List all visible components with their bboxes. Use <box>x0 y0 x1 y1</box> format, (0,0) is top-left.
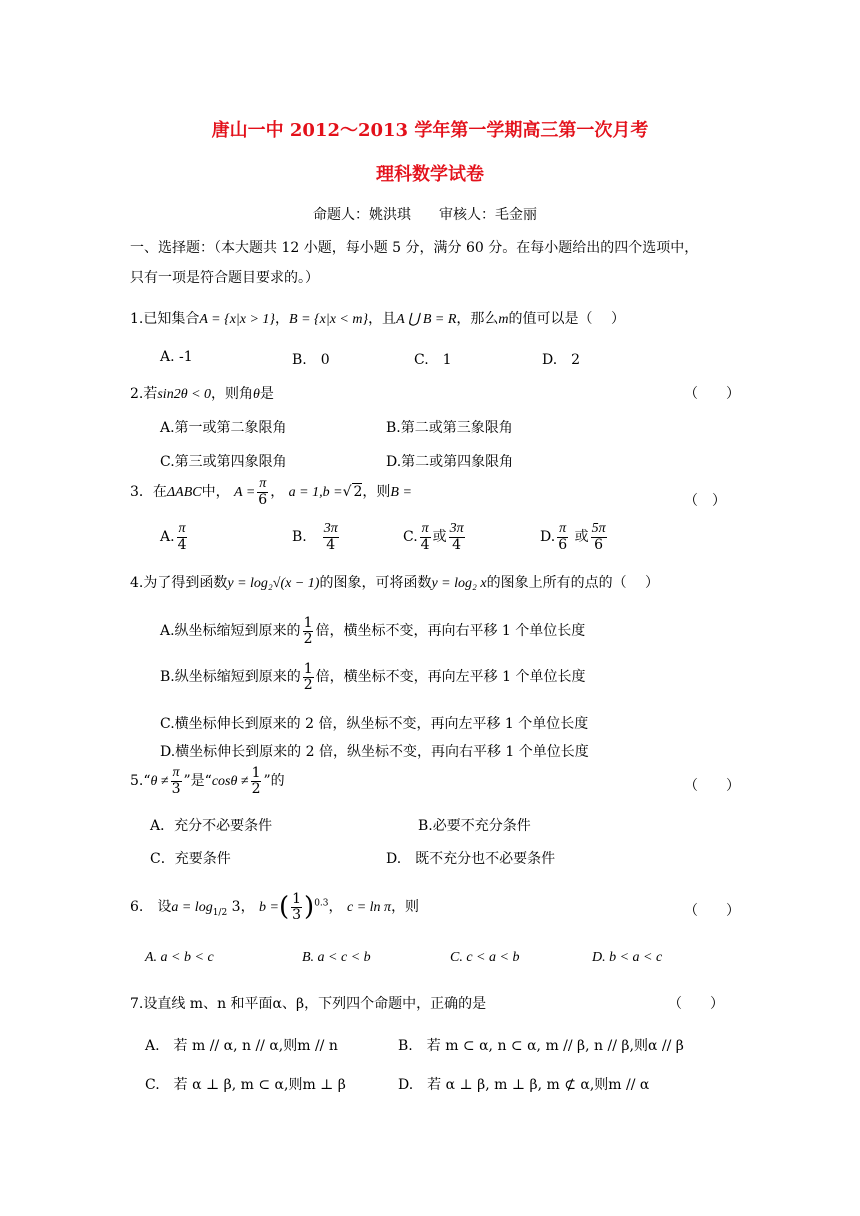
section-intro-line1: 一、选择题：（本大题共 12 小题，每小题 5 分，满分 60 分。在每小题给出的四个选项中， <box>130 240 699 256</box>
question-2-stem <box>130 383 274 403</box>
q4-opt-b-num: 1 <box>303 661 313 677</box>
section-intro-line2: 只有一项是符合题目要求的。） <box>130 270 319 286</box>
q3-opt-a-label: A. <box>160 529 175 546</box>
q3-opt-c-num1: π <box>421 521 429 536</box>
q3-opt-c-den2: 4 <box>452 536 462 553</box>
q6-text-a: 6. 设 <box>130 899 172 916</box>
q4-text-a: 4.为了得到函数 <box>130 575 228 591</box>
q3-opt-c-or: 或 <box>432 529 447 546</box>
q3-option-d <box>540 522 609 552</box>
q5-three: 3 <box>171 780 181 797</box>
q2-text-a: 2.若 <box>130 386 158 402</box>
q6-option-a: A. a < b < c <box>145 950 214 965</box>
q7-option-b: B. 若 m ⊂ α, n ⊂ α, m // β, n // β,则α // β <box>398 1038 684 1054</box>
q6-a-def: a = log <box>171 900 213 916</box>
q3-values: a = 1,b = <box>288 485 343 501</box>
q7-option-a: A. 若 m // α, n // α,则m // n <box>145 1038 338 1054</box>
q5-option-d: D. 既不充分也不必要条件 <box>386 851 556 867</box>
q3-opt-d-label: D. <box>540 529 556 546</box>
q4-text-c: 的图象上所有的点的（ ） <box>486 575 660 591</box>
question-4-stem <box>130 572 659 592</box>
q3-opt-b-num: 3π <box>323 521 338 536</box>
q3-option-b <box>292 522 341 552</box>
q4-opt-b-text-b: 倍，横坐标不变，再向左平移 1 个单位长度 <box>315 669 586 686</box>
q6-option-b: B. a < c < b <box>302 950 371 965</box>
q1-option-d: D. 2 <box>542 352 581 368</box>
q1-var-m: m <box>498 312 509 327</box>
authors-line: 命题人：姚洪琪 审核人：毛金丽 <box>313 207 537 223</box>
q1-set-b: B = {x|x < m} <box>289 312 369 327</box>
q1-option-b: B. 0 <box>292 352 330 368</box>
q3-opt-a-num: π <box>178 521 186 536</box>
q5-option-b: B.必要不充分条件 <box>418 818 531 834</box>
q1-option-a: A. -1 <box>160 349 193 365</box>
q5-text-b: ”是“ <box>183 773 212 790</box>
q3-sqrt2: 2 <box>353 484 363 501</box>
q3-opt-b-label: B. <box>292 529 307 546</box>
q4-option-a <box>160 616 585 646</box>
q1-text-d: ，那么 <box>456 311 499 327</box>
q6-c-def: c = ln π <box>346 900 392 916</box>
q3-pi: π <box>259 476 267 491</box>
q6-a-base: 1/2 <box>212 907 228 918</box>
q5-answer-paren: （ ） <box>684 778 740 794</box>
q4-text-b: 的图象，可将函数 <box>319 575 432 591</box>
exam-subtitle: 理科数学试卷 <box>376 164 484 185</box>
q2-text-c: 是 <box>259 386 274 402</box>
question-1-stem <box>130 308 625 328</box>
q3-text-a: 3．在 <box>130 484 167 501</box>
q3-opt-a-den: 4 <box>177 536 187 553</box>
q3-a-eq: A = <box>234 485 256 501</box>
q5-option-a: A．充分不必要条件 <box>150 818 273 834</box>
q3-six: 6 <box>258 491 268 508</box>
q3-opt-d-den2: 6 <box>594 536 604 553</box>
q2-var: θ <box>253 387 260 402</box>
q5-option-c: C．充要条件 <box>150 851 231 867</box>
q6-answer-paren: （ ） <box>684 903 740 919</box>
q1-text-c: ，且 <box>368 311 397 327</box>
q3-opt-d-num1: π <box>559 521 567 536</box>
q5-text-c: ”的 <box>263 773 285 790</box>
q1-union: A ⋃ B = R <box>396 312 457 327</box>
q4-opt-b-text-a: B.纵坐标缩短到原来的 <box>160 669 301 686</box>
q6-b-def: b = <box>259 900 279 916</box>
q4-option-c: C.横坐标伸长到原来的 2 倍，纵坐标不变，再向左平移 1 个单位长度 <box>160 716 589 732</box>
q6-option-c: C. c < a < b <box>450 950 520 965</box>
question-5-stem <box>130 766 285 796</box>
q3-answer-paren: （ ） <box>684 493 726 509</box>
q3-opt-d-num2: 5π <box>591 521 606 536</box>
q5-one: 1 <box>251 765 261 781</box>
q6-b-exp: 0.3 <box>314 898 329 909</box>
q5-two: 2 <box>251 780 261 797</box>
q1-text-e: 的值可以是（ ） <box>508 311 625 327</box>
q3-opt-c-den1: 4 <box>420 536 430 553</box>
q2-answer-paren: （ ） <box>684 386 740 402</box>
q5-theta-ne: θ ≠ <box>150 774 169 790</box>
q3-text-b: 中， <box>201 484 230 501</box>
q1-set-a: A = {x|x > 1} <box>199 312 276 327</box>
q5-text-a: 5.“ <box>130 773 151 790</box>
q1-text-b: ， <box>275 311 290 327</box>
q4-option-d: D.横坐标伸长到原来的 2 倍，纵坐标不变，再向右平移 1 个单位长度 <box>160 744 589 760</box>
exam-title: 唐山一中 2012～2013 学年第一学期高三第一次月考 <box>211 120 649 141</box>
q3-opt-c-num2: 3π <box>449 521 464 536</box>
q1-text-a: 1.已知集合 <box>130 311 200 327</box>
q2-text-b: ，则角 <box>211 386 254 402</box>
q3-angle-fraction <box>257 477 268 507</box>
q7-option-d: D. 若 α ⊥ β, m ⊥ β, m ⊄ α,则m // α <box>398 1077 650 1093</box>
q6-text-b: ，则 <box>391 899 420 916</box>
q7-answer-paren: （ ） <box>668 996 724 1012</box>
q1-option-c: C. 1 <box>414 352 452 368</box>
q3-option-a <box>160 522 189 552</box>
q2-option-c: C.第三或第四象限角 <box>160 454 287 470</box>
q4-opt-a-num: 1 <box>303 615 313 631</box>
q6-a-arg: 3 <box>231 899 241 916</box>
q3-b-eq: B = <box>390 485 412 501</box>
q2-option-d: D.第二或第四象限角 <box>386 454 514 470</box>
q3-triangle: ΔABC <box>166 485 202 501</box>
q4-opt-b-den: 2 <box>303 676 313 693</box>
question-3-stem: 3．在ΔABC中， A = $\frac{\pi}{6}$ ， a = 1,b =√ 2，则B = <box>130 476 412 508</box>
q5-cos-ne: cosθ ≠ <box>211 774 249 790</box>
q2-option-a: A.第一或第二象限角 <box>160 420 287 436</box>
q3-opt-d-or: 或 <box>574 529 589 546</box>
q3-opt-b-den: 4 <box>326 536 336 553</box>
q7-option-c: C. 若 α ⊥ β, m ⊂ α,则m ⊥ β <box>145 1077 346 1093</box>
q4-opt-a-text-b: 倍，横坐标不变，再向右平移 1 个单位长度 <box>315 623 586 640</box>
q4-opt-a-text-a: A.纵坐标缩短到原来的 <box>160 623 301 640</box>
question-7-stem: 7.设直线 m、n 和平面α、β，下列四个命题中，正确的是 <box>130 996 487 1012</box>
q3-option-c <box>403 522 467 552</box>
q2-option-b: B.第二或第三象限角 <box>386 420 513 436</box>
q4-opt-a-den: 2 <box>303 630 313 647</box>
q2-condition: sin2θ < 0 <box>157 387 212 402</box>
q4-option-b <box>160 662 585 692</box>
q4-func1: y = log₂√(x − 1) <box>227 576 320 591</box>
q6-option-d: D. b < a < c <box>592 950 663 965</box>
q3-opt-c-label: C. <box>403 529 418 546</box>
q3-opt-d-den1: 6 <box>558 536 568 553</box>
q4-func2: y = log₂ x <box>431 576 487 591</box>
q3-text-c: ，则 <box>362 484 391 501</box>
question-6-stem: 6. 设$a = \log_{1/2} 3$， b =( $\frac{1}{3}$ )$^{0.3}$， c = ln π，则 <box>130 891 420 923</box>
q5-pi: π <box>172 765 180 780</box>
